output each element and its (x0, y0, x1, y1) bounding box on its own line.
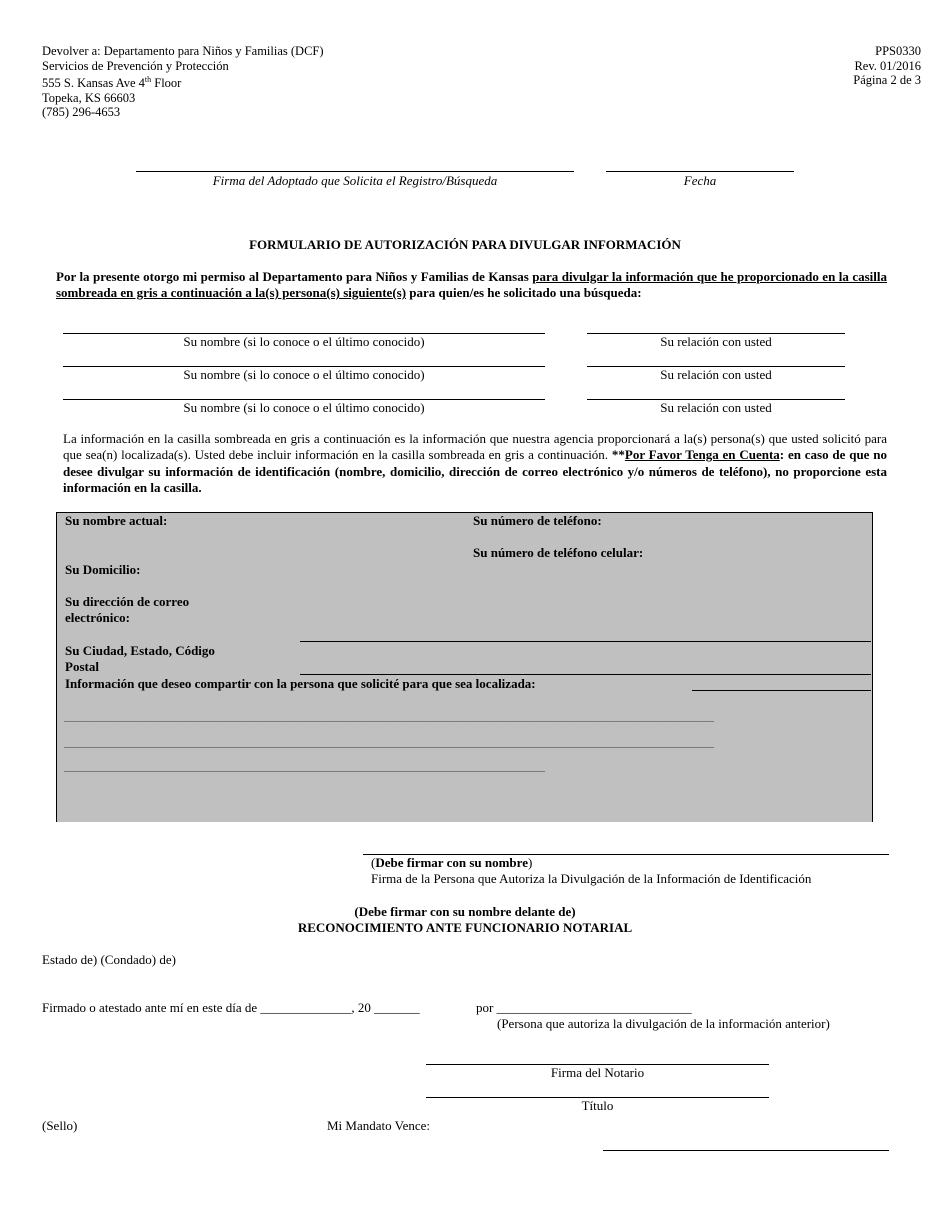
notary-must-sign: (Debe firmar con su nombre delante de) (354, 904, 576, 919)
person-name-caption: Su nombre (si lo conoce o el último conocido) (183, 367, 425, 382)
email-line[interactable] (300, 641, 871, 642)
adoptee-signature-caption: Firma del Adoptado que Solicita el Registro/Búsqueda (212, 173, 498, 188)
share-info-text-line[interactable]: ____________________________________________________________________________________________________ (64, 708, 714, 723)
cell-phone-label: Su número de teléfono celular: (473, 545, 644, 560)
adoptee-signature-line[interactable] (136, 171, 574, 172)
form-meta (853, 44, 921, 88)
form-id: PPS0330 (875, 44, 921, 58)
authorizer-signature-caption: Firma de la Persona que Autoriza la Divulgación de la Información de Identificación (371, 871, 812, 886)
phone-label: Su número de teléfono: (473, 513, 602, 528)
by-person-caption: (Persona que autoriza la divulgación de la información anterior) (497, 1016, 830, 1031)
form-revision: Rev. 01/2016 (854, 58, 921, 73)
person-name-caption: Su nombre (si lo conoce o el último conocido) (183, 334, 425, 349)
city-line: Topeka, KS 66603 (42, 90, 136, 105)
notice-paragraph: La información en la casilla sombreada en gris a continuación es la información que nuestra agencia proporcionará a la(s) persona(s) que usted solicitó para que sea(n) localizada(s). Usted debe incluir información en la casilla sombreada en gris a continuación. **Por Favor Tenga en Cuenta: en caso de que no desee divulgar su información de identificación (nombre, domicilio, dirección de correo electrónico y/o números de teléfono), no proporcione esta información en la casilla. (63, 431, 887, 495)
signed-attested-line[interactable]: Firmado o atestado ante mí en este día de ______________, 20 _______ (42, 1000, 420, 1015)
person-name-caption: Su nombre (si lo conoce o el último conocido) (183, 400, 425, 415)
person-relation-caption: Su relación con usted (660, 400, 772, 415)
commission-expires-label: Mi Mandato Vence: (327, 1118, 431, 1133)
commission-expires-line[interactable] (603, 1150, 889, 1151)
notary-title-caption: Título (581, 1098, 614, 1113)
division-line: Servicios de Prevención y Protección (42, 58, 229, 73)
must-sign-note: (Debe firmar con su nombre) (371, 855, 533, 870)
date-line[interactable] (606, 171, 794, 172)
share-info-label: Información que deseo compartir con la persona que solicité para que sea localizada: (65, 676, 536, 691)
phone-line: (785) 296-4653 (42, 105, 121, 120)
city-state-zip-line[interactable] (300, 674, 871, 675)
person-relation-caption: Su relación con usted (660, 367, 772, 382)
street-address-line: 555 S. Kansas Ave 4th Floor (42, 75, 182, 91)
return-to-line: Devolver a: Departamento para Niños y Familias (DCF) (42, 44, 324, 58)
share-info-text-line[interactable]: __________________________________________________________________________ (64, 758, 545, 773)
email-label: Su dirección de correo electrónico: (65, 594, 190, 625)
current-name-label: Su nombre actual: (65, 513, 168, 528)
seal-label: (Sello) (42, 1118, 78, 1133)
date-caption: Fecha (683, 173, 717, 188)
state-county-line[interactable]: Estado de) (Condado) de) (42, 952, 176, 967)
city-state-zip-label: Su Ciudad, Estado, Código Postal (65, 643, 215, 674)
share-info-line[interactable] (692, 690, 871, 691)
notary-signature-caption: Firma del Notario (550, 1065, 645, 1080)
intro-paragraph: Por la presente otorgo mi permiso al Departamento para Niños y Familias de Kansas para divulgar la información que he proporcionado en la casilla sombreada en gris a continuación a la(s) persona(s) siguiente(s) para quien/es he solicitado una búsqueda: (56, 269, 888, 300)
share-info-text-line[interactable]: ____________________________________________________________________________________________________ (64, 734, 714, 749)
by-person-line[interactable]: por ______________________________ (476, 1000, 692, 1015)
address-label: Su Domicilio: (65, 562, 141, 577)
notary-title: RECONOCIMIENTO ANTE FUNCIONARIO NOTARIAL (297, 920, 633, 935)
return-address (42, 44, 324, 120)
form-title: FORMULARIO DE AUTORIZACIÓN PARA DIVULGAR INFORMACIÓN (249, 237, 681, 252)
person-relation-caption: Su relación con usted (660, 334, 772, 349)
page-number: Página 2 de 3 (853, 73, 921, 87)
